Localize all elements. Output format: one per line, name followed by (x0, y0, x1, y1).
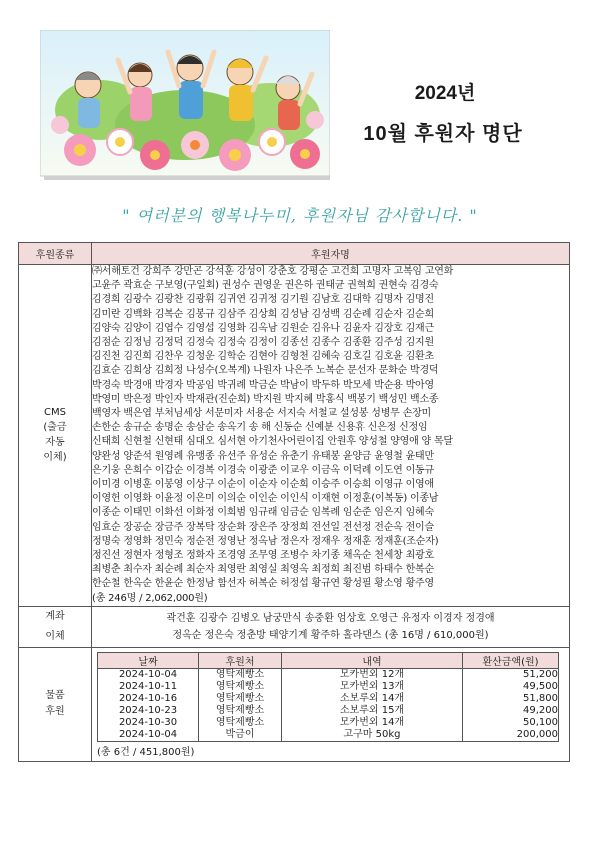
name-line: 김양숙 김양이 김엽수 김영섭 김영화 김옥남 김원순 김유나 김윤자 김장호 김재근 (92, 322, 434, 334)
cms-donor-names (92, 265, 570, 607)
name-line: 최병춘 최수자 최순례 최순자 최영란 최영실 최영옥 최정희 최진범 하태수 한복순 (92, 564, 434, 576)
name-line: 임효순 장공순 장금주 장복탁 장순화 장은주 장정희 전선일 전선정 전순옥 전이슬 (92, 521, 434, 533)
report-year: 2024년 (414, 83, 476, 104)
name-line: 손한순 송규순 송명순 송삼순 송옥기 송 해 신동순 신예분 신용휴 신은정 신정임 (92, 422, 428, 434)
cms-total: (총 246명 / 2,062,000원) (92, 592, 208, 604)
goods-header-detail: 내역 (282, 652, 463, 668)
goods-header-date: 날짜 (98, 652, 199, 668)
name-line: 이영헌 이영화 이윤정 이은미 이의순 이인순 이인식 이재현 이정훈(이복동) 이종남 (92, 493, 439, 505)
table-row: 2024-10-30 영탁제빵소 모카번외 14개 50,100 (98, 717, 559, 729)
table-row: 2024-10-23 영탁제빵소 소보루외 15개 49,200 (98, 705, 559, 717)
name-line: 박영미 박은정 박인자 박재관(진순희) 박지원 박지혜 박홍식 백봉기 백성민 백소종 (92, 393, 439, 405)
name-line: 김경희 김광수 김광찬 김광휘 김귀연 김귀정 김기원 김남호 김대학 김명자 김명진 (92, 294, 434, 306)
cms-row (19, 265, 570, 607)
bank-transfer-names (92, 606, 570, 647)
name-line: 백영자 백은엽 부처님세상 서문미자 서용순 서지숙 서철교 설성봉 성병무 손장미 (92, 408, 431, 420)
table-row: 2024-10-04 박금이 고구마 50kg 200,000 (98, 729, 559, 742)
donor-table (18, 242, 570, 762)
page-title: 10월 후원자 명단 (363, 123, 523, 145)
table-row: 2024-10-11 영탁제빵소 모카번외 13개 49,500 (98, 681, 559, 693)
cms-label: CMS (출금 자동 이체) (19, 265, 92, 607)
goods-cell (92, 647, 570, 761)
name-line: 김미란 김백화 김복순 김봉규 김삼주 김상희 김성남 김성백 김순례 김순자 김순희 (92, 308, 434, 320)
table-header-row (19, 243, 570, 265)
name-line: 정옥순 정은숙 정춘방 태양기계 황주하 홀라댄스 (총 16명 / 610,000원) (172, 629, 489, 641)
goods-row (19, 647, 570, 761)
table-row: 2024-10-16 영탁제빵소 소보루외 14개 51,800 (98, 693, 559, 705)
name-line: 김진천 김진희 김찬우 김청운 김학순 김현아 김형천 김혜숙 김호길 김호윤 김환초 (92, 351, 434, 363)
name-line: 고윤주 곽효순 구보영(구일회) 권성수 권영운 권은하 권태균 권혁희 권현숙 김경숙 (92, 280, 439, 292)
name-line: 이미경 이병훈 이봉영 이상구 이순이 이순자 이순희 이승주 이승희 이영규 이영애 (92, 479, 434, 491)
name-line: 신태희 신현철 신현태 심대오 심서현 아기천사어린이집 안원후 양성철 양영애 양 목달 (92, 436, 453, 448)
slogan-text: " 여러분의 행복나누미, 후원자님 감사합니다. " (122, 206, 478, 225)
goods-header-row (98, 652, 559, 668)
table-row: 2024-10-04 영탁제빵소 모카번외 12개 51,200 (98, 668, 559, 681)
name-line: 곽건훈 김광수 김병오 남궁만식 송중환 엄상호 오영근 유정자 이경자 정경애 (166, 612, 495, 624)
goods-header-amount: 환산금액(원) (463, 652, 559, 668)
name-line: 정명숙 정영화 정민숙 정순전 정영난 정옥남 정은자 정재우 정재훈 정재훈(조순자) (92, 535, 439, 547)
name-line: 김점순 김정님 김정덕 김정숙 김정숙 김정이 김종선 김종수 김종환 김주성 김지원 (92, 337, 434, 349)
bank-transfer-row (19, 606, 570, 647)
name-line: 정진선 정현자 정형조 정화자 조경영 조무영 조병수 차기종 채옥순 천세창 최광호 (92, 550, 434, 562)
column-header-names: 후원자명 (92, 243, 570, 265)
name-line: 한순철 한옥순 한윤순 한정남 함선자 허복순 허정섭 황규연 황성필 황소영 황주영 (92, 578, 434, 590)
header-illustration (40, 30, 330, 180)
name-line: ㈜서해토건 강희주 강만곤 강석훈 강성이 강춘호 강평순 고건희 고명자 고복임 고연화 (92, 266, 454, 277)
name-line: 이종순 이태민 이화선 이화정 이희범 임규래 임금순 임복례 임순준 임은지 임혜숙 (92, 507, 434, 519)
column-header-type: 후원종류 (19, 243, 92, 265)
goods-label: 물품 후원 (19, 647, 92, 761)
name-line: 양완성 양준석 원영례 유맹종 유선주 유성순 유춘기 유태봉 윤양금 윤영철 윤태만 (92, 450, 434, 462)
name-line: 김효순 김희상 김희정 나성수(오복계) 나원자 나은주 노복순 문선자 문화순 박경덕 (92, 365, 439, 377)
name-line: 박경숙 박경애 박경자 박공임 박귀례 박금순 박남이 박두하 박모세 박순용 박아영 (92, 379, 434, 391)
goods-total: (총 6건 / 451,800원) (97, 746, 195, 758)
goods-table (97, 652, 559, 742)
goods-header-donor: 후원처 (199, 652, 282, 668)
name-line: 은기웅 은희수 이갑순 이경복 이경숙 이광준 이교우 이금옥 이덕례 이도연 이동규 (92, 464, 434, 476)
bank-transfer-label: 계좌 이체 (19, 606, 92, 647)
